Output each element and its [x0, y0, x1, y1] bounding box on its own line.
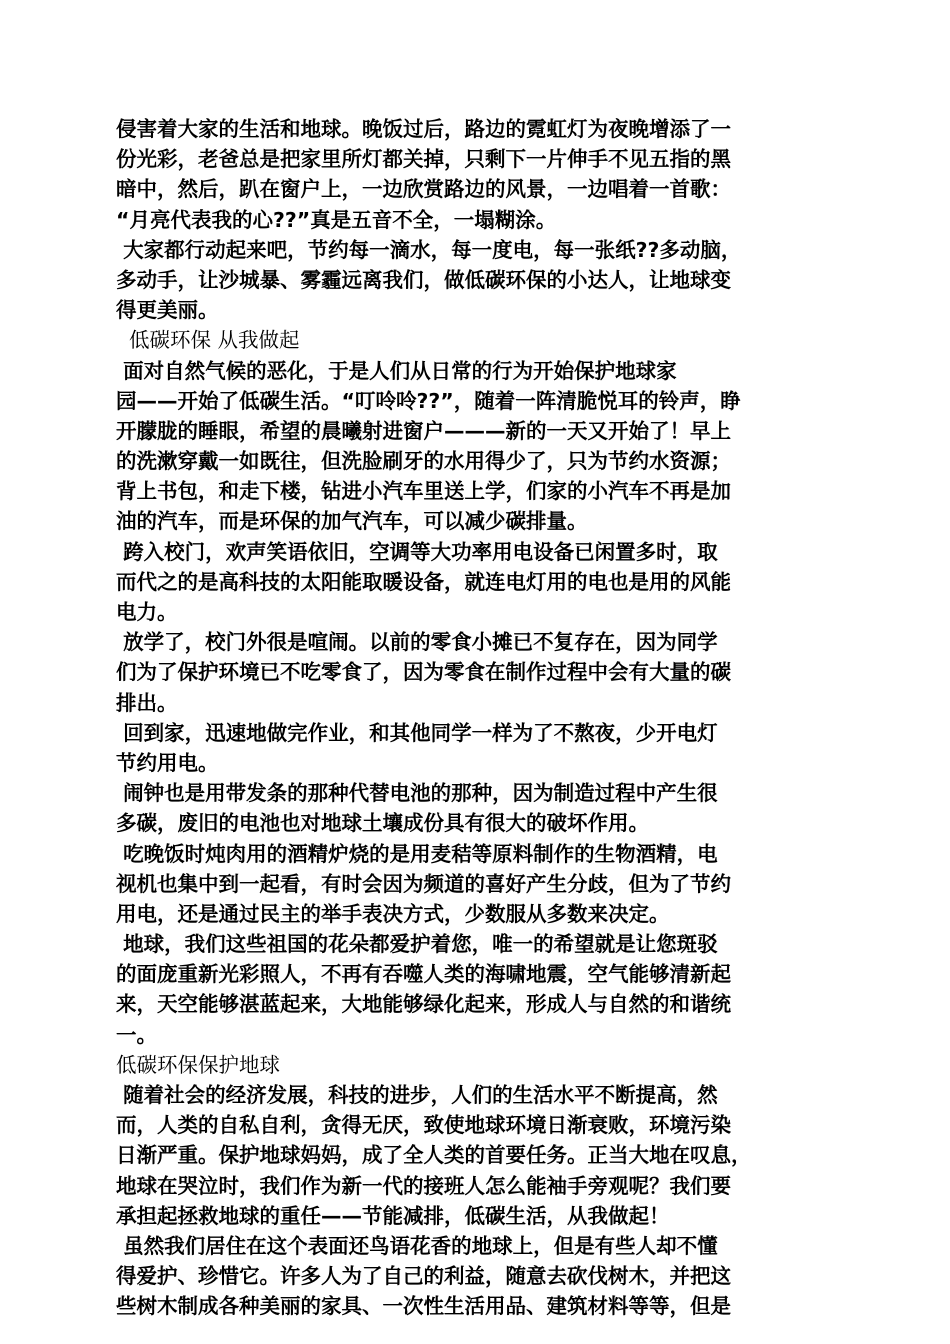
- text-line: 背上书包，和走下楼，钻进小汽车里送上学，们家的小汽车不再是加: [116, 479, 731, 504]
- text-line: 节约用电。: [116, 750, 219, 775]
- text-line: 暗中，然后，趴在窗户上，一边欣赏路边的风景，一边唱着一首歌：: [116, 177, 731, 202]
- text-line: 园——开始了低碳生活。“叮呤呤??”，随着一阵清脆悦耳的铃声，睁: [116, 388, 741, 413]
- text-line: “月亮代表我的心??”真是五音不全，一塌糊涂。: [116, 207, 557, 232]
- text-line: 视机也集中到一起看，有时会因为频道的喜好产生分歧，但为了节约: [116, 871, 731, 896]
- text-line: 多碳，废旧的电池也对地球土壤成份具有很大的破坏作用。: [116, 811, 649, 836]
- text-line: 来，天空能够湛蓝起来，大地能够绿化起来，形成人与自然的和谐统: [116, 992, 731, 1017]
- text-line: 面对自然气候的恶化，于是人们从日常的行为开始保护地球家: [116, 358, 677, 383]
- text-line: 跨入校门，欢声笑语依旧，空调等大功率用电设备已闲置多时，取: [116, 539, 718, 564]
- text-line: 油的汽车，而是环保的加气汽车，可以减少碳排量。: [116, 509, 588, 534]
- section-heading: 低碳环保保护地球: [116, 1052, 280, 1077]
- text-line: 侵害着大家的生活和地球。晚饭过后，路边的霓虹灯为夜晚增添了一: [116, 117, 731, 141]
- text-line: 而代之的是高科技的太阳能取暖设备，就连电灯用的电也是用的风能: [116, 569, 731, 594]
- text-line: 一。: [116, 1022, 157, 1047]
- text-line: 用电，还是通过民主的举手表决方式，少数服从多数来决定。: [116, 901, 670, 926]
- text-line: 份光彩，老爸总是把家里所灯都关掉，只剩下一片伸手不见五指的黑: [116, 147, 731, 172]
- text-line: 大家都行动起来吧，节约每一滴水，每一度电，每一张纸??多动脑，: [116, 237, 742, 262]
- text-line: 虽然我们居住在这个表面还鸟语花香的地球上，但是有些人却不懂: [116, 1233, 718, 1258]
- text-line: 开朦胧的睡眼，希望的晨曦射进窗户———新的一天又开始了！早上: [116, 418, 731, 443]
- text-line: 日渐严重。保护地球妈妈，成了全人类的首要任务。正当大地在叹息，: [116, 1143, 752, 1168]
- text-line: 排出。: [116, 690, 178, 715]
- text-line: 地球，我们这些祖国的花朵都爱护着您，唯一的希望就是让您斑驳: [116, 932, 718, 957]
- text-line: 回到家，迅速地做完作业，和其他同学一样为了不熬夜，少开电灯: [116, 720, 718, 745]
- text-line: 地球在哭泣时，我们作为新一代的接班人怎么能袖手旁观呢？我们要: [116, 1173, 731, 1198]
- text-line: 闹钟也是用带发条的那种代替电池的那种，因为制造过程中产生很: [116, 781, 718, 806]
- text-line: 吃晚饭时炖肉用的酒精炉烧的是用麦秸等原料制作的生物酒精，电: [116, 841, 718, 866]
- text-line: 们为了保护环境已不吃零食了，因为零食在制作过程中会有大量的碳: [116, 660, 731, 685]
- text-line: 电力。: [116, 600, 178, 624]
- text-line: 的洗漱穿戴一如既往，但洗脸刷牙的水用得少了，只为节约水资源；: [116, 449, 731, 474]
- document-page: [116, 114, 836, 1322]
- text-line: 得更美丽。: [116, 298, 219, 323]
- section-heading: 低碳环保 从我做起: [116, 328, 300, 353]
- text-line: 得爱护、珍惜它。许多人为了自己的利益，随意去砍伐树木，并把这: [116, 1264, 731, 1289]
- text-line: 多动手，让沙城暴、雾霾远离我们，做低碳环保的小达人，让地球变: [116, 267, 731, 292]
- text-line: 随着社会的经济发展，科技的进步，人们的生活水平不断提高，然: [116, 1083, 718, 1107]
- text-line: 承担起拯救地球的重任——节能减排，低碳生活，从我做起！: [116, 1203, 670, 1228]
- text-line: 些树木制成各种美丽的家具、一次性生活用品、建筑材料等等，但是: [116, 1294, 731, 1319]
- text-line: 的面庞重新光彩照人，不再有吞噬人类的海啸地震，空气能够清新起: [116, 962, 731, 987]
- text-line: 而，人类的自私自利，贪得无厌，致使地球环境日渐衰败，环境污染: [116, 1113, 731, 1138]
- text-line: 放学了，校门外很是喧闹。以前的零食小摊已不复存在，因为同学: [116, 630, 718, 655]
